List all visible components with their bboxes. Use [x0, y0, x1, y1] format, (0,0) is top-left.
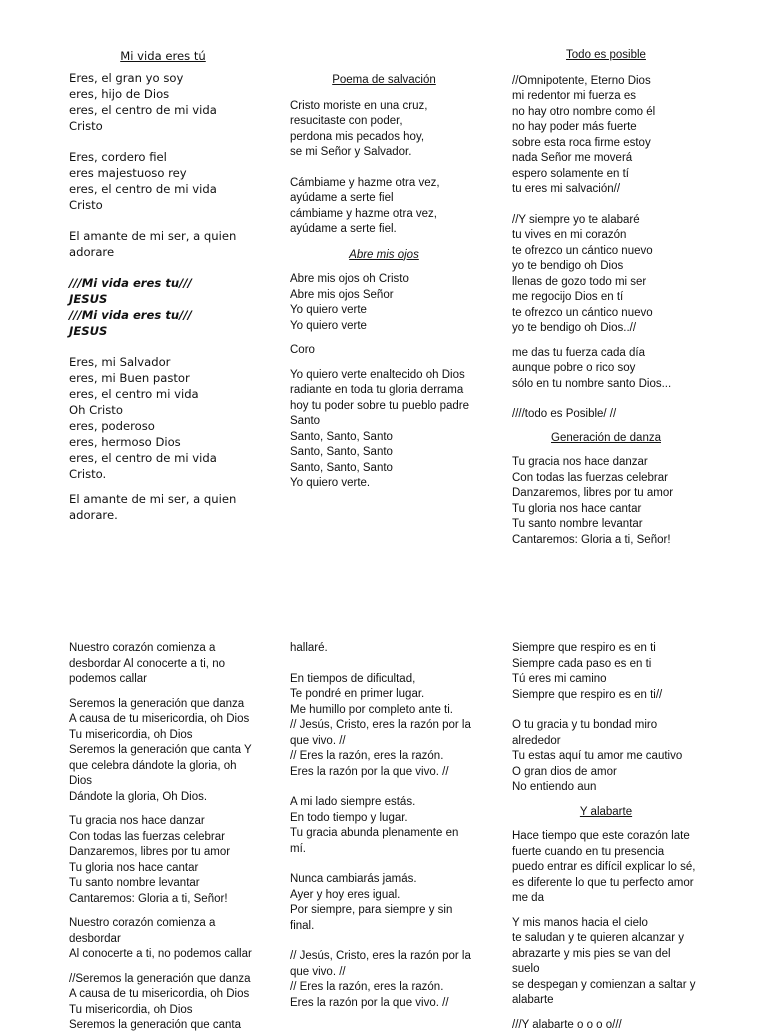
- lyric-line: // Eres la razón, eres la razón.: [290, 750, 444, 762]
- paragraph-3: [69, 814, 269, 907]
- lyric-line: espero solamente en tí: [512, 167, 629, 180]
- lyric-line: Ayer y hoy eres igual.: [290, 888, 401, 901]
- lyric-line: Cámbiame y hazme otra vez,: [290, 176, 440, 189]
- lyric-line: abrazarte y mis pies se van del: [512, 947, 671, 960]
- lyric-line: hallaré.: [290, 642, 328, 654]
- lyric-line: Cristo: [69, 198, 103, 212]
- paragraph-3: [290, 795, 490, 857]
- lyric-line: no hay otro nombre como él: [512, 105, 656, 118]
- lyric-line: Yo quiero verte: [290, 319, 367, 332]
- lyric-line: Al conocerte a ti, no podemos callar: [69, 948, 252, 960]
- lyric-line: Yo quiero verte enaltecido oh Dios: [290, 368, 465, 381]
- paragraph-2: [290, 672, 490, 781]
- lyric-line: Danzaremos, libres por tu amor: [69, 846, 231, 858]
- lyric-line: Seremos la generación que canta: [69, 1019, 241, 1031]
- lyric-line: se despegan y comienzan a saltar y: [512, 978, 696, 991]
- lyric-line: eres, el centro de mi vida: [69, 182, 217, 196]
- lyric-line: Yo quiero verte.: [290, 477, 371, 489]
- lyric-line: Siempre que respiro es en ti: [512, 642, 656, 654]
- song-title: Mi vida eres tú: [120, 49, 206, 63]
- paragraph-3: [69, 228, 269, 260]
- lyric-line: Con todas las fuerzas celebrar: [512, 471, 668, 484]
- lyric-line: Siempre que respiro es en ti//: [512, 688, 663, 701]
- lyric-line: Me humillo por completo ante ti.: [290, 703, 453, 716]
- lyric-line: Dándote la gloria, Oh Dios.: [69, 790, 208, 803]
- lyric-line: // Jesús, Cristo, eres la razón por la: [290, 719, 471, 731]
- paragraph-1: [69, 641, 269, 688]
- paragraph-4: [512, 407, 712, 423]
- paragraph-4: [290, 343, 490, 359]
- lyric-line: eres, el centro de mi vida: [69, 451, 217, 465]
- lyric-line: me regocijo Dios en tí: [512, 291, 624, 303]
- lyric-line: yo te bendigo oh Dios: [512, 260, 624, 272]
- paragraph-3: [290, 272, 490, 334]
- lyric-line: eres, poderoso: [69, 419, 155, 433]
- lyric-line: Eres, mi Salvador: [69, 355, 171, 369]
- paragraph-5: [290, 949, 490, 1011]
- lyric-line: adorare.: [69, 508, 118, 522]
- lyric-line: Siempre cada paso es en ti: [512, 657, 652, 670]
- lyric-line: ayúdame a serte fiel.: [290, 223, 397, 235]
- lyric-line: Santo, Santo, Santo: [290, 461, 393, 474]
- lyric-line: Te pondré en primer lugar.: [290, 688, 425, 700]
- lyric-line: me das tu fuerza cada día: [512, 346, 645, 359]
- lyric-line: te saludan y te quieren alcanzar y: [512, 932, 684, 944]
- lyric-line: Danzaremos, libres por tu amor: [512, 487, 674, 499]
- lyric-line: Nunca cambiarás jamás.: [290, 873, 417, 885]
- lyric-line: Yo quiero verte: [290, 304, 367, 316]
- lyric-line: hoy tu poder sobre tu pueblo padre: [290, 399, 470, 412]
- lyric-line: Oh Cristo: [69, 403, 123, 417]
- lyric-line: Cristo: [69, 119, 103, 133]
- lyric-line: final.: [290, 919, 315, 932]
- lyric-line: Santo, Santo, Santo: [290, 430, 393, 443]
- paragraph-3: [512, 829, 722, 907]
- lyric-line: alrededor: [512, 734, 561, 747]
- lyric-line: ///Mi vida eres tu///: [69, 276, 192, 290]
- song-y-alabarte: [512, 641, 722, 1033]
- lyric-line: A mi lado siempre estás.: [290, 796, 416, 808]
- paragraph-5: [512, 1018, 722, 1034]
- paragraph-4: [512, 916, 722, 1009]
- lyric-line: te ofrezco un cántico nuevo: [512, 306, 653, 319]
- song-mi-vida-eres-tu: [69, 48, 269, 523]
- lyric-line: eres, el centro de mi vida: [69, 103, 217, 117]
- lyric-line: Seremos la generación que danza: [69, 697, 245, 710]
- paragraph-1: [290, 99, 490, 161]
- lyric-line: Tú eres mi camino: [512, 673, 607, 685]
- paragraph-1: [512, 74, 712, 198]
- lyric-line: Eres la razón por la que vivo. //: [290, 996, 449, 1009]
- lyric-line: // Jesús, Cristo, eres la razón por la: [290, 950, 471, 962]
- lyric-line: Tu misericordia, oh Dios: [69, 1003, 193, 1016]
- lyric-line: Seremos la generación que canta Y: [69, 744, 252, 756]
- lyric-line: Abre mis ojos Señor: [290, 288, 394, 301]
- lyric-line: // Eres la razón, eres la razón.: [290, 981, 444, 993]
- lyric-line: Tu santo nombre levantar: [69, 877, 200, 889]
- paragraph-1: [290, 641, 490, 657]
- lyric-line: En tiempos de dificultad,: [290, 672, 416, 685]
- lyric-line: Tu gracia nos hace danzar: [69, 815, 205, 827]
- song-title: Y alabarte: [579, 805, 633, 818]
- song-title: Todo es posible: [566, 49, 646, 61]
- lyric-line: Cristo.: [69, 467, 107, 481]
- lyric-line: Tu gloria nos hace cantar: [512, 502, 642, 515]
- lyric-line: Y mis manos hacia el cielo: [512, 916, 648, 929]
- lyric-line: Eres, cordero fiel: [69, 150, 167, 164]
- lyric-line: El amante de mi ser, a quien: [69, 492, 237, 506]
- lyric-line: JESUS: [69, 324, 108, 338]
- song-eres-la-razon: [290, 641, 490, 1011]
- lyric-line: que vivo. //: [290, 734, 346, 747]
- lyric-line: sólo en tu nombre santo Dios...: [512, 377, 672, 390]
- song-poema-de-salvacion: [290, 73, 490, 492]
- lyric-line: Cantaremos: Gloria a ti, Señor!: [69, 892, 228, 905]
- lyric-line: desbordar Al conocerte a ti, no: [69, 657, 225, 670]
- lyric-line: eres, hermoso Dios: [69, 435, 181, 449]
- lyric-line: //Y siempre yo te alabaré: [512, 213, 640, 226]
- lyric-line: eres, mi Buen pastor: [69, 371, 190, 385]
- paragraph-2: [290, 176, 490, 238]
- lyric-line: ///Mi vida eres tu///: [69, 308, 192, 322]
- song-title: Generación de danza: [551, 431, 661, 444]
- lyric-line: adorare: [69, 245, 115, 259]
- lyric-line: O tu gracia y tu bondad miro: [512, 719, 658, 731]
- lyric-line: Hace tiempo que este corazón late: [512, 830, 690, 842]
- lyric-line: puedo entrar es difícil explicar lo sé,: [512, 861, 696, 873]
- lyric-line: ////todo es Posible/ //: [512, 408, 617, 420]
- paragraph-4: [69, 916, 269, 963]
- lyric-line: Tu gracia nos hace danzar: [512, 456, 648, 468]
- paragraph-5: [290, 368, 490, 492]
- lyric-line: Tu santo nombre levantar: [512, 518, 643, 530]
- lyric-line: Santo: [290, 415, 321, 427]
- lyric-line: Cantaremos: Gloria a ti, Señor!: [512, 533, 671, 546]
- lyric-line: El amante de mi ser, a quien: [69, 229, 237, 243]
- lyric-line: Dios: [69, 775, 93, 787]
- lyric-line: sobre esta roca firme estoy: [512, 136, 651, 149]
- paragraph-2: [69, 697, 269, 806]
- lyric-line: Cristo moriste en una cruz,: [290, 99, 428, 112]
- lyric-line: alabarte: [512, 994, 554, 1006]
- lyric-line: ayúdame a serte fiel: [290, 192, 394, 204]
- lyric-line: Tu gloria nos hace cantar: [69, 861, 199, 874]
- lyric-line: aunque pobre o rico soy: [512, 362, 636, 374]
- lyric-line: O gran dios de amor: [512, 765, 617, 778]
- lyric-line: Tu misericordia, oh Dios: [69, 728, 193, 741]
- paragraph-4: [290, 872, 490, 934]
- lyrics: [69, 70, 269, 523]
- paragraph-1: [69, 70, 269, 134]
- song-generacion-de-danza-continued: [69, 641, 269, 1034]
- paragraph-1: [512, 641, 722, 703]
- lyric-line: desbordar: [69, 932, 121, 945]
- lyric-line: mi redentor mi fuerza es: [512, 90, 636, 102]
- lyric-line: Eres, el gran yo soy: [69, 71, 184, 85]
- paragraph-5: [512, 455, 712, 548]
- lyric-line: podemos callar: [69, 673, 147, 685]
- paragraph-5: [69, 972, 269, 1034]
- lyric-line: JESUS: [69, 292, 108, 306]
- lyric-line: Nuestro corazón comienza a: [69, 642, 216, 654]
- lyric-line: Abre mis ojos oh Cristo: [290, 273, 409, 285]
- lyric-line: cámbiame y hazme otra vez,: [290, 207, 438, 220]
- song-title: Poema de salvación: [332, 74, 436, 86]
- lyric-line: radiante en toda tu gloria derrama: [290, 384, 464, 396]
- lyric-line: tu eres mi salvación//: [512, 183, 621, 195]
- lyric-line: Eres la razón por la que vivo. //: [290, 765, 449, 778]
- lyric-line: No entiendo aun: [512, 781, 597, 793]
- paragraph-2: [512, 718, 722, 796]
- lyric-line: eres, el centro mi vida: [69, 387, 199, 401]
- lyric-line: ///Y alabarte o o o o///: [512, 1018, 622, 1031]
- lyric-line: Con todas las fuerzas celebrar: [69, 830, 225, 843]
- lyric-line: En todo tiempo y lugar.: [290, 811, 408, 824]
- lyric-line: se mi Señor y Salvador.: [290, 146, 412, 158]
- lyric-line: que vivo. //: [290, 965, 346, 978]
- paragraph-2: [69, 149, 269, 213]
- lyric-line: //Seremos la generación que danza: [69, 972, 251, 985]
- paragraph-2: [512, 213, 712, 337]
- lyric-line: Por siempre, para siempre y sin: [290, 904, 453, 916]
- lyric-line: yo te bendigo oh Dios..//: [512, 322, 637, 334]
- lyric-line: //Omnipotente, Eterno Dios: [512, 74, 651, 87]
- lyric-line: Nuestro corazón comienza a: [69, 917, 216, 929]
- lyric-line: Coro: [290, 344, 315, 356]
- lyric-line: suelo: [512, 963, 540, 975]
- lyric-line: Tu gracia abunda plenamente en: [290, 827, 459, 839]
- song-title: Abre mis ojos: [349, 248, 419, 261]
- lyric-line: llenas de gozo todo mi ser: [512, 275, 647, 288]
- paragraph-6: [69, 491, 269, 523]
- paragraph-3: [512, 346, 712, 393]
- lyric-line: fuerte cuando en tu presencia: [512, 845, 665, 858]
- lyric-line: mí.: [290, 842, 306, 855]
- paragraph-5: [69, 354, 269, 482]
- lyric-line: me da: [512, 892, 544, 904]
- lyric-line: te ofrezco un cántico nuevo: [512, 244, 653, 257]
- lyric-line: nada Señor me moverá: [512, 152, 633, 164]
- lyric-line: eres majestuoso rey: [69, 166, 187, 180]
- lyric-line: Tu estas aquí tu amor me cautivo: [512, 750, 683, 762]
- lyric-line: no hay poder más fuerte: [512, 121, 637, 133]
- lyric-line: es diferente lo que tu perfecto amor: [512, 876, 694, 889]
- lyric-line: eres, hijo de Dios: [69, 87, 170, 101]
- lyric-line: resucitaste con poder,: [290, 115, 403, 127]
- lyric-line: A causa de tu misericordia, oh Dios: [69, 713, 250, 725]
- lyric-line: perdona mis pecados hoy,: [290, 130, 425, 143]
- lyric-line: que celebra dándote la gloria, oh: [69, 759, 237, 772]
- song-todo-es-posible: [512, 48, 712, 548]
- lyric-line: tu vives en mi corazón: [512, 229, 627, 241]
- lyric-line: Santo, Santo, Santo: [290, 446, 393, 458]
- chorus: [69, 275, 269, 339]
- lyric-line: A causa de tu misericordia, oh Dios: [69, 988, 250, 1000]
